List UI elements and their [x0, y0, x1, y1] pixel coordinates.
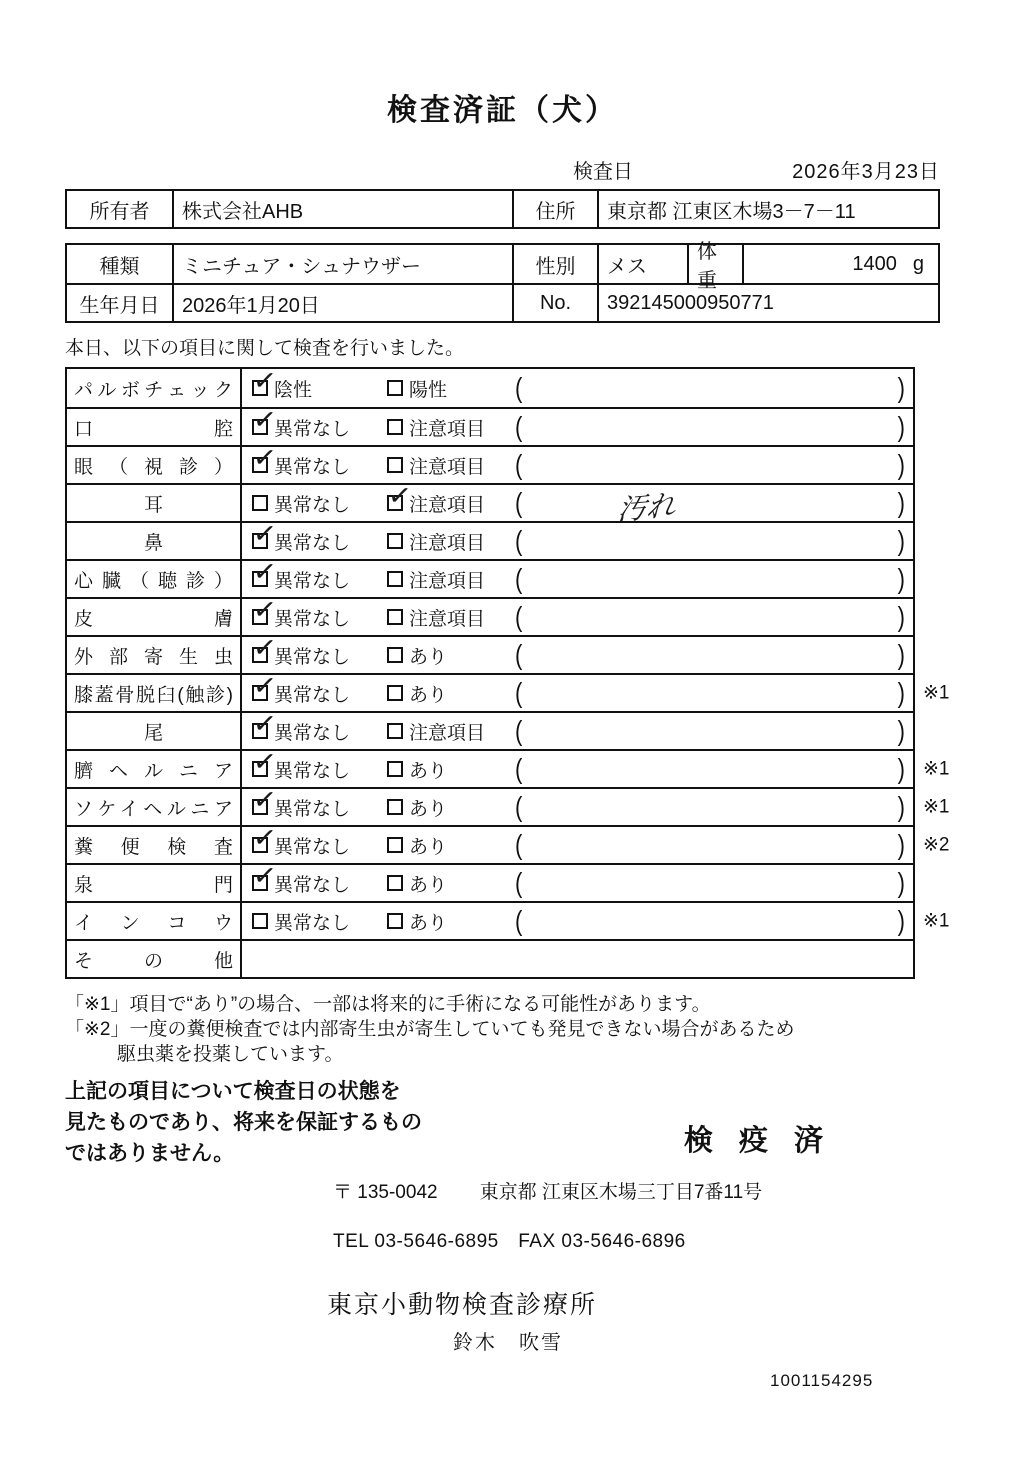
check-mark-icon: ✓	[251, 401, 279, 438]
checkbox-option-o1	[251, 439, 387, 479]
certificate-content	[65, 0, 950, 1391]
owner-row	[67, 191, 938, 227]
sex-value: メス	[597, 245, 687, 283]
checkbox-option-o2	[387, 908, 515, 935]
inspection-row	[67, 705, 913, 749]
inspection-row-body	[242, 705, 913, 749]
tel-fax-line: TEL 03-5646-6895 FAX 03-5646-6896	[333, 1231, 686, 1252]
clinic-address-line	[333, 1177, 940, 1204]
checkbox-checked-icon	[251, 819, 279, 856]
breed-label: 種類	[99, 255, 140, 278]
text-line: 見たものであり、将来を保証するもの	[65, 1111, 422, 1134]
checkbox-empty-icon	[387, 380, 403, 396]
page-title: 検査済証（犬）	[387, 94, 618, 127]
checkbox-checked-icon	[251, 439, 279, 476]
option-label: 異常なし	[274, 722, 351, 744]
checkbox-checked-icon	[386, 477, 414, 514]
close-paren: )	[897, 562, 905, 594]
inspection-item-label: 口腔	[67, 409, 242, 445]
option-label: あり	[409, 912, 448, 934]
check-mark-icon: ✓	[251, 515, 279, 552]
inspection-row	[67, 743, 950, 787]
footnotes	[65, 992, 940, 1067]
option-label: 異常なし	[274, 684, 351, 706]
checkbox-option-o2	[387, 832, 515, 859]
checkbox-option-o2	[387, 414, 515, 441]
result-note-field	[515, 638, 913, 670]
inspection-row-body	[242, 667, 913, 711]
inspection-row	[67, 667, 950, 711]
inspection-row-body	[242, 819, 913, 863]
option-label: 異常なし	[274, 874, 351, 896]
owner-value: 株式会社AHB	[172, 191, 512, 227]
checkbox-option-o2	[387, 452, 515, 479]
open-paren: (	[515, 486, 523, 518]
checkbox-empty-icon	[387, 761, 403, 777]
intro-text: 本日、以下の項目に関して検査を行いました。	[65, 338, 465, 359]
check-mark-icon: ✓	[251, 857, 279, 894]
open-paren: (	[515, 714, 523, 746]
checkbox-option-o2	[387, 756, 515, 783]
checkbox-option-o1	[251, 819, 387, 859]
inspection-row-body	[242, 439, 913, 483]
option-label: 異常なし	[274, 570, 351, 592]
option-label: あり	[409, 646, 448, 668]
checkbox-empty-icon	[387, 571, 403, 587]
check-mark-icon: ✓	[251, 439, 279, 476]
footnote-mark: ※1	[923, 758, 950, 780]
checkbox-option-o1	[251, 667, 387, 707]
close-paren: )	[897, 714, 905, 746]
inspection-row-body	[242, 781, 913, 825]
checkbox-checked-icon	[251, 629, 279, 666]
inspection-item-label: 膝蓋骨脱臼(触診)	[67, 675, 242, 711]
number-value: 392145000950771	[597, 285, 938, 321]
checkbox-empty-icon	[252, 913, 268, 929]
inspection-item-label: ソケイヘルニア	[67, 789, 242, 825]
inspection-item-label: その他	[67, 941, 242, 977]
close-paren: )	[897, 600, 905, 632]
option-label: あり	[409, 836, 448, 858]
inspection-row-body	[242, 362, 913, 407]
inspection-row	[67, 819, 950, 863]
checkbox-checked-icon	[251, 705, 279, 742]
checkbox-checked-icon	[251, 362, 279, 399]
inspection-row-body	[242, 903, 913, 939]
footnote-mark: ※1	[923, 682, 950, 704]
close-paren: )	[897, 790, 905, 822]
vet-name: 鈴木 吹雪	[453, 1332, 563, 1354]
clinic-address: 東京都 江東区木場三丁目7番11号	[479, 1182, 763, 1203]
serial-number: 1001154295	[770, 1371, 874, 1390]
check-mark-icon: ✓	[251, 667, 279, 704]
checkbox-checked-icon	[251, 401, 279, 438]
footnote-mark: ※2	[923, 834, 950, 856]
check-mark-icon: ✓	[251, 362, 279, 399]
result-note-field	[515, 904, 913, 936]
check-mark-icon: ✓	[251, 819, 279, 856]
quarantine-stamp: 検 疫 済	[683, 1125, 832, 1157]
open-paren: (	[515, 524, 523, 556]
checkbox-option-o2	[387, 794, 515, 821]
inspection-item-label: 泉門	[67, 865, 242, 901]
checkbox-empty-icon	[387, 609, 403, 625]
inspection-row	[67, 939, 913, 977]
result-note-field	[515, 676, 913, 708]
checkbox-empty-icon	[387, 799, 403, 815]
open-paren: (	[515, 676, 523, 708]
checkbox-checked-icon	[251, 515, 279, 552]
option-label: 異常なし	[274, 456, 351, 478]
inspection-row	[67, 629, 913, 673]
number-label: No.	[512, 285, 597, 321]
birth-value: 2026年1月20日	[172, 285, 512, 321]
result-note-field	[515, 866, 913, 898]
open-paren: (	[515, 790, 523, 822]
option-label: 注意項目	[409, 532, 486, 554]
inspection-row	[67, 362, 913, 407]
checkbox-empty-icon	[387, 647, 403, 663]
open-paren: (	[515, 866, 523, 898]
inspection-row	[67, 515, 913, 559]
close-paren: )	[897, 448, 905, 480]
checkbox-option-o2	[387, 718, 515, 745]
open-paren: (	[515, 562, 523, 594]
checkbox-option-o1	[251, 362, 387, 402]
close-paren: )	[897, 524, 905, 556]
inspection-item-label: インコウ	[67, 903, 242, 939]
option-label: 異常なし	[274, 760, 351, 782]
result-note-field	[515, 448, 913, 480]
inspection-row	[67, 553, 913, 597]
breed-row	[67, 241, 938, 292]
checkbox-option-o2	[387, 604, 515, 631]
option-label: 陰性	[274, 379, 313, 401]
close-paren: )	[897, 828, 905, 860]
checkbox-option-o2	[387, 870, 515, 897]
open-paren: (	[515, 828, 523, 860]
weight-value-cell	[742, 245, 938, 283]
inspection-item-label: 鼻	[67, 523, 242, 559]
handwritten-note: 汚れ	[616, 489, 677, 527]
option-label: 異常なし	[274, 494, 351, 516]
weight-unit: g	[912, 252, 924, 275]
open-paren: (	[515, 600, 523, 632]
inspection-item-label: 耳	[67, 485, 242, 521]
checkbox-option-o2	[386, 477, 515, 517]
check-mark-icon: ✓	[251, 591, 279, 628]
option-label: 異常なし	[274, 646, 351, 668]
inspection-row-body	[242, 515, 913, 559]
checkbox-empty-icon	[387, 685, 403, 701]
checkbox-option-o1	[251, 705, 387, 745]
inspection-row	[67, 401, 913, 445]
close-paren: )	[897, 371, 905, 403]
checkbox-option-o2	[387, 528, 515, 555]
inspection-item-label: 皮膚	[67, 599, 242, 635]
checkbox-empty-icon	[387, 419, 403, 435]
inspection-row	[67, 477, 913, 527]
checkbox-checked-icon	[251, 743, 279, 780]
check-mark-icon: ✓	[251, 629, 279, 666]
inspection-row-body	[242, 591, 913, 635]
option-label: 注意項目	[409, 608, 486, 630]
bottom-row	[65, 1076, 940, 1169]
postal-code: 〒 135-0042	[333, 1182, 438, 1203]
close-paren: )	[897, 410, 905, 442]
result-note-field	[515, 752, 913, 784]
result-note-field	[515, 410, 913, 442]
result-note-field	[515, 790, 913, 822]
checkbox-empty-icon	[387, 533, 403, 549]
option-label: 異常なし	[274, 608, 351, 630]
option-label: 異常なし	[274, 836, 351, 858]
inspection-item-label: 糞便検査	[67, 827, 242, 863]
clinic-name: 東京小動物検査診療所	[327, 1291, 598, 1319]
owner-table	[65, 189, 940, 229]
check-mark-icon: ✓	[251, 781, 279, 818]
check-mark-icon: ✓	[386, 477, 414, 514]
option-label: あり	[409, 760, 448, 782]
inspection-row-body	[242, 401, 913, 445]
text-line: 上記の項目について検査日の状態を	[65, 1080, 401, 1103]
close-paren: )	[897, 866, 905, 898]
result-note-field	[515, 828, 913, 860]
open-paren: (	[515, 448, 523, 480]
inspection-row-body	[242, 743, 913, 787]
option-label: あり	[409, 874, 448, 896]
inspection-item-label: 尾	[67, 713, 242, 749]
checkbox-option-o1	[251, 553, 387, 593]
option-label: 陽性	[409, 379, 448, 401]
checkbox-option-o2	[387, 680, 515, 707]
inspection-row	[67, 439, 913, 483]
inspection-row	[67, 591, 913, 635]
inspection-item-label: 外部寄生虫	[67, 637, 242, 673]
inspection-row-body	[242, 477, 913, 527]
close-paren: )	[897, 904, 905, 936]
option-label: 注意項目	[409, 494, 486, 516]
result-note-field	[515, 600, 913, 632]
address-label: 住所	[512, 191, 597, 227]
checkbox-checked-icon	[251, 857, 279, 894]
result-note-field	[515, 714, 913, 746]
text-line: 「※1」項目で“あり”の場合、一部は将来的に手術になる可能性があります。	[65, 994, 711, 1015]
checkbox-option-o1	[251, 629, 387, 669]
pet-table	[65, 243, 940, 323]
disclaimer	[65, 1076, 422, 1169]
checkbox-option-o2	[387, 375, 515, 402]
text-line: ではありません。	[65, 1142, 235, 1165]
weight-value: 1400	[852, 252, 897, 275]
result-note-field	[515, 486, 913, 527]
checkbox-option-o2	[387, 566, 515, 593]
checkbox-option-o1	[251, 857, 387, 897]
checkbox-empty-icon	[387, 457, 403, 473]
checkbox-option-o1	[252, 490, 387, 517]
inspection-row-body	[242, 629, 913, 673]
inspection-date-row	[65, 155, 940, 181]
checkbox-empty-icon	[387, 837, 403, 853]
inspection-item-label: パルボチェック	[67, 369, 242, 407]
open-paren: (	[515, 904, 523, 936]
checkbox-empty-icon	[252, 495, 268, 511]
checkbox-empty-icon	[387, 875, 403, 891]
result-note-field	[515, 524, 913, 556]
result-note-field	[515, 371, 913, 403]
checkbox-option-o1	[251, 401, 387, 441]
check-mark-icon: ✓	[251, 553, 279, 590]
open-paren: (	[515, 638, 523, 670]
inspection-row-body	[242, 553, 913, 597]
check-mark-icon: ✓	[251, 743, 279, 780]
checkbox-empty-icon	[387, 913, 403, 929]
inspection-date-value: 2026年3月23日	[792, 161, 940, 183]
weight-label: 体重	[687, 245, 742, 283]
close-paren: )	[897, 752, 905, 784]
inspection-row	[67, 901, 950, 939]
inspection-row	[67, 857, 913, 901]
text-line: 駆虫薬を投薬しています。	[117, 1044, 344, 1065]
checkbox-option-o1	[251, 781, 387, 821]
breed-value: ミニチュア・シュナウザー	[172, 245, 512, 283]
inspection-item-label: 眼（視診）	[67, 447, 242, 483]
check-mark-icon: ✓	[251, 705, 279, 742]
inspection-item-label: 臍ヘルニア	[67, 751, 242, 787]
option-label: 注意項目	[409, 570, 486, 592]
owner-label: 所有者	[89, 200, 150, 223]
birth-row	[67, 283, 938, 321]
checkbox-option-o1	[251, 515, 387, 555]
footnote-mark: ※1	[923, 796, 950, 818]
option-label: 注意項目	[409, 418, 486, 440]
checkbox-option-o1	[251, 591, 387, 631]
checkbox-empty-icon	[387, 723, 403, 739]
checkbox-option-o2	[387, 642, 515, 669]
option-label: あり	[409, 684, 448, 706]
text-line: 「※2」一度の糞便検査では内部寄生虫が寄生していても発見できない場合があるため	[65, 1019, 795, 1040]
inspection-row-body	[242, 941, 913, 977]
option-label: 異常なし	[274, 418, 351, 440]
close-paren: )	[897, 486, 905, 518]
checkbox-checked-icon	[251, 667, 279, 704]
sex-label: 性別	[512, 245, 597, 283]
open-paren: (	[515, 410, 523, 442]
checkbox-checked-icon	[251, 781, 279, 818]
option-label: 異常なし	[274, 532, 351, 554]
inspection-item-label: 心臓（聴診）	[67, 561, 242, 597]
inspection-table	[65, 362, 950, 979]
inspection-row	[67, 781, 950, 825]
inspection-date-label: 検査日	[573, 161, 633, 183]
open-paren: (	[515, 371, 523, 403]
option-label: 注意項目	[409, 722, 486, 744]
address-value: 東京都 江東区木場3－7－11	[597, 191, 938, 227]
open-paren: (	[515, 752, 523, 784]
checkbox-option-o1	[252, 908, 387, 935]
option-label: 異常なし	[274, 912, 351, 934]
result-note-field	[515, 562, 913, 594]
option-label: 注意項目	[409, 456, 486, 478]
option-label: あり	[409, 798, 448, 820]
inspection-row-body	[242, 857, 913, 901]
checkbox-checked-icon	[251, 591, 279, 628]
birth-label: 生年月日	[79, 294, 160, 317]
close-paren: )	[897, 638, 905, 670]
option-label: 異常なし	[274, 798, 351, 820]
close-paren: )	[897, 676, 905, 708]
checkbox-checked-icon	[251, 553, 279, 590]
footnote-mark: ※1	[923, 910, 950, 932]
checkbox-option-o1	[251, 743, 387, 783]
